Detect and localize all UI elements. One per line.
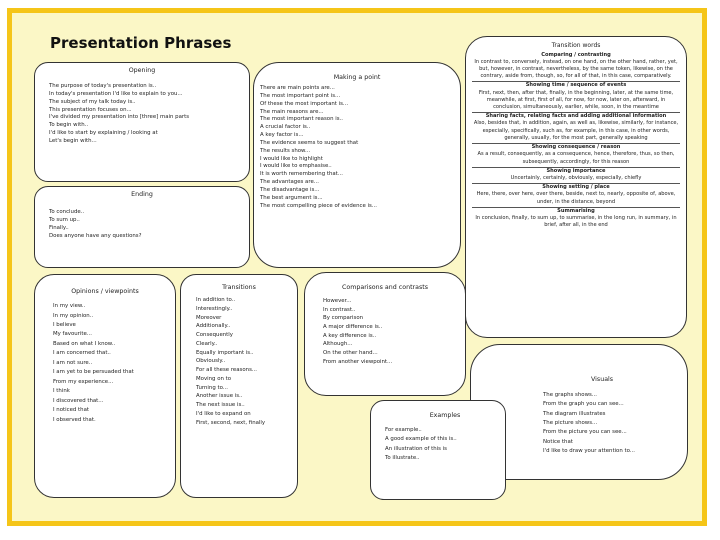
list-item: The most important reason is..: [260, 116, 343, 123]
list-item: I think: [53, 388, 70, 395]
list-item: On the other hand...: [323, 349, 378, 356]
list-item: I am yet to be persuaded that: [53, 369, 134, 376]
list-item: From the picture you can see...: [543, 429, 627, 436]
section-text: As a result, consequently, as a consequence, hence, therefore, thus, so then, subsequently, accordingly, for this reason: [477, 151, 675, 165]
section-text: In conclusion, finally, to sum up, to summarise, in the long run, in summary, in brief, after all, in the end: [475, 215, 677, 229]
list-item: Based on what I know..: [53, 340, 116, 347]
section-title: Showing importance: [472, 167, 680, 175]
list-item: The results show...: [260, 147, 311, 154]
list-item: I discovered that...: [53, 397, 104, 404]
list-item: In my view..: [53, 303, 86, 310]
list-item: To begin with..: [49, 122, 89, 129]
list-item: I would like to highlight: [260, 155, 323, 162]
list-item: A key factor is...: [260, 132, 304, 139]
comparisons-box: [304, 272, 466, 396]
list-item: From my experience...: [53, 378, 114, 385]
list-item: I am not sure..: [53, 359, 93, 366]
list-item: Finally..: [49, 224, 69, 231]
list-item: First, second, next, finally: [196, 419, 266, 426]
list-item: Another issue is..: [196, 393, 243, 400]
list-item: The graphs shows...: [543, 392, 597, 399]
section-title: Comparing / contrasting: [541, 51, 611, 58]
list-item: I'd like to start by explaining / looking at: [49, 130, 158, 137]
list-item: A crucial factor is..: [260, 124, 311, 131]
list-item: Does anyone have any questions?: [49, 232, 142, 239]
list-item: There are main points are...: [260, 85, 335, 92]
list-item: I'd like to expand on: [196, 410, 251, 417]
page-title: Presentation Phrases: [50, 34, 232, 52]
list-item: I am concerned that..: [53, 350, 111, 357]
list-item: I would like to emphasise..: [260, 163, 332, 170]
list-item: The most important point is...: [260, 92, 341, 99]
list-item: Of these the most important is...: [260, 100, 349, 107]
list-item: Moving on to: [196, 375, 232, 382]
list-item: The subject of my talk today is..: [49, 98, 136, 105]
list-item: In contrast..: [323, 306, 356, 313]
comparisons-heading: Comparisons and contrasts: [341, 284, 429, 291]
opening-heading: Opening: [128, 67, 156, 74]
transition-words-box: [465, 36, 687, 338]
section-title: Showing time / sequence of events: [472, 81, 680, 89]
list-item: However...: [323, 298, 352, 305]
section-title: Sharing facts, relating facts and adding additional information: [472, 112, 680, 120]
list-item: By comparison: [323, 315, 364, 322]
transitions-heading: Transitions: [222, 284, 256, 291]
list-item: A key difference is..: [323, 332, 377, 339]
list-item: The best argument is...: [260, 194, 323, 201]
list-item: In my opinion..: [53, 312, 94, 319]
list-item: I believe: [53, 322, 76, 329]
list-item: From another viewpoint...: [323, 358, 393, 365]
visuals-heading: Visuals: [591, 376, 614, 383]
list-item: The advantages are...: [260, 179, 319, 186]
list-item: The main reasons are...: [260, 108, 324, 115]
list-item: Let's begin with...: [49, 137, 97, 144]
section-text: Here, there, over here, over there, beside, next to, nearly, opposite of, above, under, in the distance, beyond: [476, 191, 676, 205]
section-text: First, next, then, after that, finally, in the beginning, later, at the same time, meanwhile, at first, first of all, for now, for now, later on, afterward, in conclusion, simultaneously, earlier, while, soon, in the meantime: [478, 89, 674, 111]
section-text: Also, besides that, in addition, again, as well as, likewise, similarly, for instance, especially, specifically, such as, for example, in this case, in other words, generally, usually, for the most part, generally speaking: [473, 120, 679, 141]
list-item: Equally important is..: [196, 349, 254, 356]
section-title: Showing setting / place: [472, 183, 680, 191]
examples-box: [370, 400, 506, 500]
ending-box: [34, 186, 250, 268]
opinions-box: [34, 274, 176, 498]
list-item: My favourite...: [53, 331, 92, 338]
list-item: I've divided my presentation into [three] main parts: [49, 114, 190, 121]
list-item: To conclude..: [49, 209, 85, 216]
list-item: To sum up..: [49, 216, 80, 223]
list-item: Interestingly..: [196, 305, 233, 312]
list-item: The evidence seems to suggest that: [260, 139, 359, 146]
list-item: In addition to..: [196, 297, 236, 304]
list-item: In today's presentation I'd like to explain to you...: [49, 90, 183, 97]
section-text: In contrast to, conversely, instead, on one hand, on the other hand, rather, yet, but, however, in contrast, nevertheless, by the same token, likewise, on the contrary, aside from, though, so, for all of that, in this case, comparatively.: [474, 58, 678, 80]
list-item: It is worth remembering that...: [260, 171, 343, 178]
opinions-heading: Opinions / viewpoints: [71, 288, 139, 295]
list-item: I noticed that: [53, 407, 89, 414]
list-item: The diagram illustrates: [543, 410, 606, 417]
transitions-box: [180, 274, 298, 498]
list-item: An illustration of this is: [385, 445, 447, 452]
section-text: Uncertainly, certainly, obviously, especially, chiefly: [510, 175, 642, 182]
list-item: Clearly..: [196, 340, 218, 347]
list-item: Consequently: [196, 332, 233, 339]
list-item: Moreover: [196, 314, 222, 321]
list-item: This presentation focuses on...: [49, 106, 132, 113]
list-item: Notice that: [543, 438, 573, 445]
section-title: Summarising: [472, 207, 680, 215]
list-item: Although...: [323, 341, 353, 348]
section-title: Showing consequence / reason: [472, 143, 680, 151]
list-item: For example..: [385, 427, 422, 434]
list-item: Turning to...: [196, 384, 228, 391]
list-item: The disadvantage is...: [260, 186, 320, 193]
list-item: From the graph you can see...: [543, 401, 624, 408]
transition-words-heading: Transition words: [551, 42, 601, 49]
making-point-box: [253, 62, 461, 268]
list-item: The picture shows...: [543, 420, 598, 427]
list-item: The purpose of today's presentation is..: [49, 83, 157, 90]
examples-heading: Examples: [429, 412, 461, 419]
opening-box: [34, 62, 250, 182]
list-item: Additionally..: [196, 323, 231, 330]
list-item: I observed that.: [53, 416, 96, 423]
list-item: A good example of this is..: [385, 436, 457, 443]
list-item: The next issue is..: [196, 402, 245, 409]
list-item: To illustrate..: [385, 454, 420, 461]
making-point-heading: Making a point: [333, 74, 381, 81]
list-item: A major difference is..: [323, 324, 383, 331]
list-item: Obviously..: [196, 358, 226, 365]
list-item: I'd like to draw your attention to...: [543, 447, 635, 454]
list-item: The most compelling piece of evidence is...: [260, 202, 377, 209]
list-item: For all these reasons...: [196, 367, 258, 374]
ending-heading: Ending: [131, 191, 153, 198]
